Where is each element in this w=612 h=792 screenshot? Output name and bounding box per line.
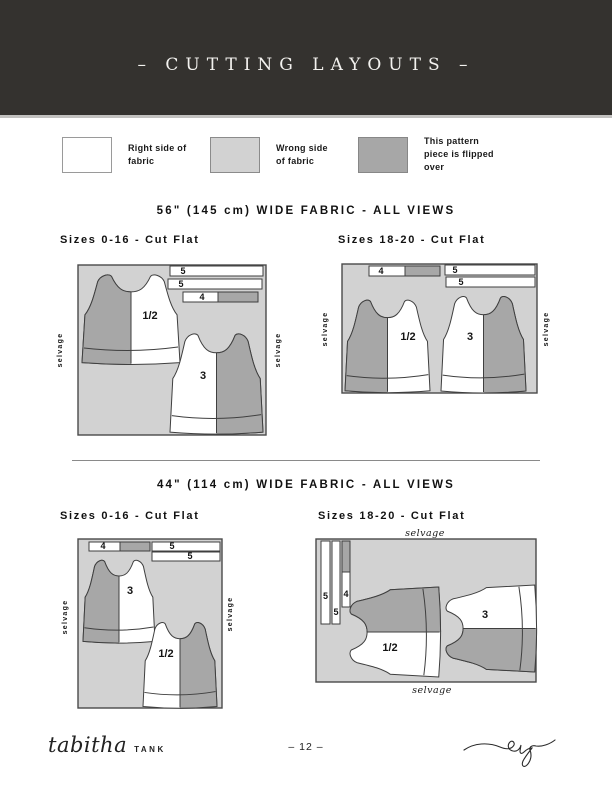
cutting-diagram-44-sizes-0-16 xyxy=(50,528,250,714)
strap-piece-5 xyxy=(445,265,535,275)
strap-piece-4-flipped xyxy=(405,266,440,276)
fabric-legend xyxy=(62,135,498,174)
brand-script-text: tabitha xyxy=(48,733,128,757)
selvage-label: selvage xyxy=(322,311,329,347)
piece-label: 4 xyxy=(100,541,106,551)
piece-label: 5 xyxy=(322,591,329,601)
piece-label: 3 xyxy=(481,609,489,621)
piece-label: 4 xyxy=(378,266,384,276)
legend-item-flipped xyxy=(358,135,498,174)
caption-56-sizes-18-20: Sizes 18-20 - Cut Flat xyxy=(338,234,486,246)
flipped-piece-swatch xyxy=(358,137,408,173)
signature-az xyxy=(462,727,557,769)
legend-item-wrong-side xyxy=(210,137,338,173)
signature-stroke xyxy=(464,740,555,766)
piece-label: 5 xyxy=(178,279,184,289)
piece-label: 5 xyxy=(452,265,458,275)
selvage-label: selvage xyxy=(412,685,452,696)
piece-label: 5 xyxy=(169,541,175,551)
section-title-44: 44" (114 cm) WIDE FABRIC - ALL VIEWS xyxy=(156,479,456,491)
page-number: – 12 – xyxy=(288,741,324,753)
selvage-label: selvage xyxy=(227,596,234,632)
caption-44-sizes-18-20: Sizes 18-20 - Cut Flat xyxy=(318,510,466,522)
selvage-label: selvage xyxy=(57,332,64,368)
piece-label: 3 xyxy=(199,370,207,382)
selvage-label: selvage xyxy=(405,528,445,539)
legend-label: This pattern piece is flipped over xyxy=(424,136,494,172)
right-side-swatch xyxy=(62,137,112,173)
piece-label: 1/2 xyxy=(400,331,416,343)
brand-type-text: TANK xyxy=(134,745,166,754)
selvage-label: selvage xyxy=(543,311,550,347)
legend-label: Wrong side of fabric xyxy=(276,142,328,166)
cutting-diagram-56-sizes-0-16 xyxy=(50,256,285,442)
caption-44-sizes-0-16: Sizes 0-16 - Cut Flat xyxy=(60,510,200,522)
cutting-diagram-44-sizes-18-20 xyxy=(300,524,560,700)
cutting-diagram-56-sizes-18-20 xyxy=(315,256,560,400)
piece-label: 5 xyxy=(187,551,193,561)
piece-label: 1/2 xyxy=(142,310,158,322)
piece-label: 4 xyxy=(343,589,349,599)
legend-label: Right side of fabric xyxy=(128,142,187,166)
strap-piece-5 xyxy=(152,552,220,561)
legend-item-right-side xyxy=(62,137,190,173)
strap-piece-4-flipped xyxy=(120,542,150,551)
piece-label: 5 xyxy=(333,607,339,617)
piece-label: 5 xyxy=(458,277,464,287)
piece-label: 1/2 xyxy=(158,648,174,660)
section-title-56: 56" (145 cm) WIDE FABRIC - ALL VIEWS xyxy=(156,205,456,217)
piece-label: 5 xyxy=(180,266,186,276)
wrong-side-swatch xyxy=(210,137,260,173)
piece-label: 4 xyxy=(199,292,205,302)
page-title: – CUTTING LAYOUTS – xyxy=(137,54,475,75)
piece-label: 3 xyxy=(126,585,134,597)
strap-piece-4-flipped xyxy=(342,541,350,572)
strap-piece-4-flipped xyxy=(218,292,258,302)
section-divider xyxy=(72,460,540,461)
caption-56-sizes-0-16: Sizes 0-16 - Cut Flat xyxy=(60,234,200,246)
selvage-label: selvage xyxy=(275,332,282,368)
selvage-label: selvage xyxy=(62,599,69,635)
strap-piece-5 xyxy=(152,542,220,551)
piece-label: 3 xyxy=(466,331,474,343)
piece-label: 1/2 xyxy=(382,642,398,654)
header-band xyxy=(0,0,612,118)
strap-piece-5 xyxy=(321,541,330,624)
